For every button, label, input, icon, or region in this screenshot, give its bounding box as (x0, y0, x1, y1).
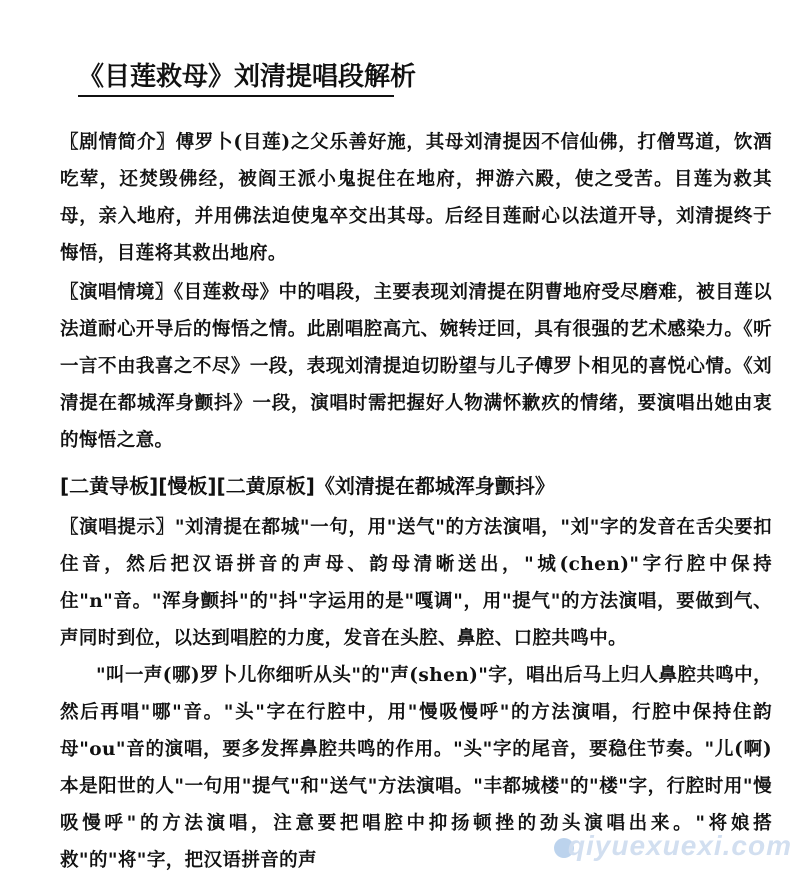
page-title: 《目莲救母》刘清提唱段解析 (78, 62, 417, 92)
performance-context-tag: 〖演唱情境〗 (60, 282, 174, 303)
performance-context-paragraph (60, 274, 772, 459)
plot-summary-tag: 〖剧情简介〗 (60, 132, 176, 153)
aria-title: 《刘清提在都城浑身颤抖》 (314, 474, 555, 498)
aria-mode-tags: [二黄导板][慢板][二黄原板] (60, 474, 315, 498)
watermark: qiyuexuexi.com (567, 830, 792, 861)
singing-detail-text: "叫一声(哪)罗卜儿你细听从头"的"声(shen)"字，唱出后马上归人鼻腔共鸣中，然后再唱"哪"音。"头"字在行腔中，用"慢吸慢呼"的方法演唱，行腔中保持住韵母"ou"音的演唱，要多发挥鼻腔共鸣的作用。"头"字的尾音，要稳住节奏。"儿(啊)本是阳世的人"一句用"提气"和"送气"方法演唱。"丰都城楼"的"楼"字，行腔时用"慢吸慢呼"的方法演唱，注意要把唱腔中抑扬顿挫的劲头演唱出来。"将娘搭救"的"将"字，把汉语拼音的声 (60, 665, 772, 871)
performance-context-text: 《目莲救母》中的唱段，主要表现刘清提在阴曹地府受尽磨难，被目莲以法道耐心开导后的悔悟之情。此剧唱腔高亢、婉转迂回，具有很强的艺术感染力。《听一言不由我喜之不尽》一段，表现刘清提迫切盼望与儿子傅罗卜相见的喜悦心情。《刘清提在都城浑身颤抖》一段，演唱时需把握好人物满怀歉疚的情绪，要演唱出她由衷的悔悟之意。 (60, 282, 772, 451)
singing-tips-text: "刘清提在都城"一句，用"送气"的方法演唱，"刘"字的发音在舌尖要扣住音，然后把汉语拼音的声母、韵母清晰送出，"城(chen)"字行腔中保持住"n"音。"浑身颤抖"的"抖"字运用的是"嘎调"，用"提气"的方法演唱，要做到气、声同时到位，以达到唱腔的力度，发音在头腔、鼻腔、口腔共鸣中。 (60, 517, 772, 649)
singing-tips-paragraph (60, 509, 772, 657)
singing-tips-tag: 〖演唱提示〗 (60, 517, 175, 538)
plot-summary-paragraph (60, 124, 772, 272)
title-underline (78, 56, 417, 97)
plot-summary-text: 傅罗卜(目莲)之父乐善好施，其母刘清提因不信仙佛，打僧骂道，饮酒吃荤，还焚毁佛经，被阎王派小鬼捉住在地府，押游六殿，使之受苦。目莲为救其母，亲入地府，并用佛法迫使鬼卒交出其母。后经目莲耐心以法道开导，刘清提终于悔悟，目莲将其救出地府。 (60, 132, 772, 264)
aria-heading (60, 470, 555, 499)
